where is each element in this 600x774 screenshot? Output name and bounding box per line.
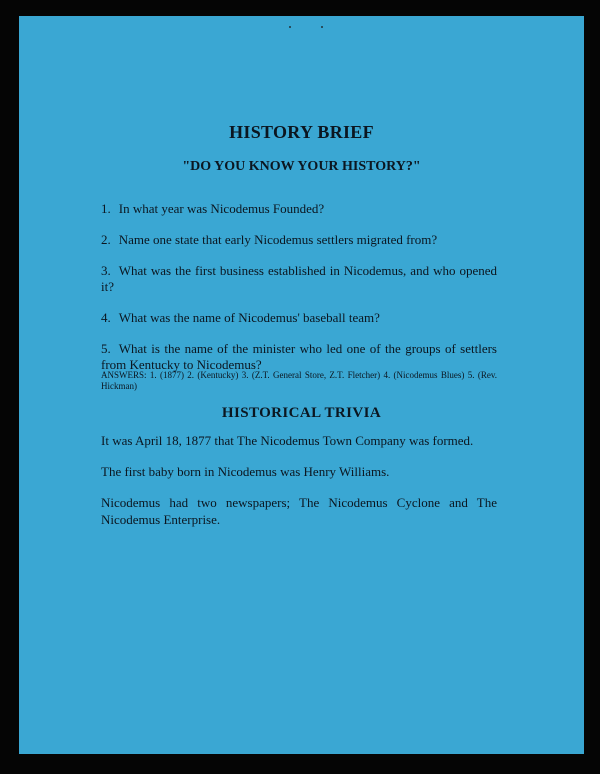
question-list <box>101 201 497 388</box>
answers-block: ANSWERS: 1. (1877) 2. (Kentucky) 3. (Z.T. General Store, Z.T. Fletcher) 4. (Nicodemus Blues) 5. (Rev. Hickman) <box>101 370 497 391</box>
question-item <box>101 341 497 373</box>
question-number: 3. <box>101 263 111 278</box>
staple-hole <box>321 26 323 28</box>
question-item <box>101 310 497 326</box>
question-text: What was the first business established in Nicodemus, and who opened it? <box>101 263 497 294</box>
question-number: 2. <box>101 232 111 247</box>
page-subtitle: "DO YOU KNOW YOUR HISTORY?" <box>182 159 421 174</box>
trivia-list <box>101 432 497 542</box>
question-text: What is the name of the minister who led one of the groups of settlers from Kentucky to Nicodemus? <box>101 341 497 372</box>
trivia-heading: HISTORICAL TRIVIA <box>221 405 382 421</box>
question-text: In what year was Nicodemus Founded? <box>118 201 325 216</box>
trivia-item: The first baby born in Nicodemus was Henry Williams. <box>101 464 390 479</box>
question-text: Name one state that early Nicodemus settlers migrated from? <box>118 232 438 247</box>
trivia-item: It was April 18, 1877 that The Nicodemus Town Company was formed. <box>101 433 474 448</box>
staple-hole <box>289 26 291 28</box>
question-item <box>101 201 497 217</box>
trivia-item: Nicodemus had two newspapers; The Nicodemus Cyclone and The Nicodemus Enterprise. <box>101 495 497 527</box>
question-item <box>101 232 497 248</box>
question-number: 1. <box>101 201 111 216</box>
paper-sheet <box>19 16 584 754</box>
question-item <box>101 263 497 295</box>
page-title: HISTORY BRIEF <box>229 122 374 142</box>
question-text: What was the name of Nicodemus' baseball team? <box>118 310 380 325</box>
question-number: 5. <box>101 341 111 356</box>
question-number: 4. <box>101 310 111 325</box>
